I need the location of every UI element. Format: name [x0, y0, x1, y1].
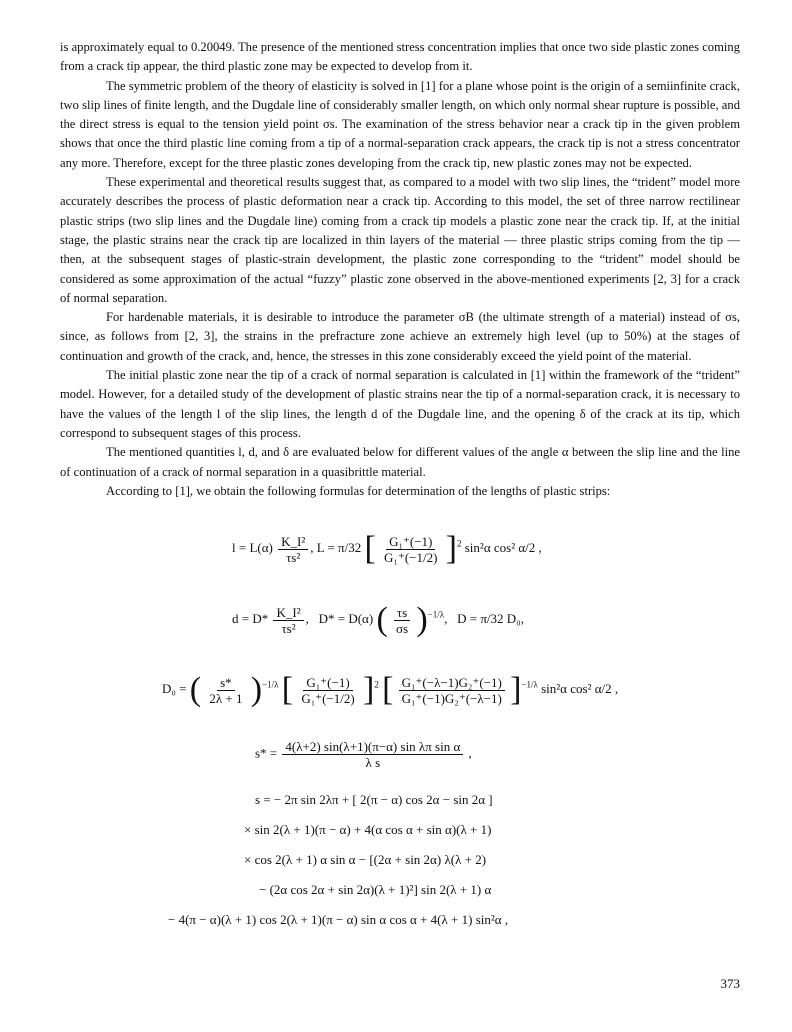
page-number: 373 — [720, 976, 740, 991]
equation-s-line2: × sin 2(λ + 1)(π − α) + 4(α cos α + sin α)(λ + 1) — [244, 822, 492, 837]
equation-d0: D₀ = ( $\frac{s*}{2\lambda + 1}$ )$^{-1/\lambda}$ [ $\frac{\text{G₁⁺(−1)}}{\text{G₁⁺(−1/2)}}$ ]$^2$ [ $\frac{\text{G₁⁺(−λ−1)G₂⁺(−1)}}{\text{G₁⁺(−1)G₂⁺(−λ−1)}}$ ]$^{-1/\lambda}$ sin²α cos² α/2 , — [162, 671, 619, 708]
equation-length-l: l = L(α) $\frac{\text{K\_I²}}{\text{τs²}}$ , L = π/32 [ $\frac{\text{G₁⁺(−1)}}{\text{G₁⁺(−1/2)}}$ ]$^2$ sin²α cos² α/2 , — [232, 530, 542, 567]
fraction — [298, 675, 357, 706]
bracket: [ — [382, 671, 394, 708]
denominator: 2λ + 1 — [209, 690, 243, 706]
bracket: ) — [250, 671, 263, 708]
equation-length-d: d = D* $\frac{\text{K\_I²}}{\text{τs²}}$ , D* = D(α) ( $\frac{\tau s}{\sigma s}$ )$^{-1/\lambda}$, D = π/32 D₀, — [232, 601, 524, 638]
equation-s-line3: × cos 2(λ + 1) α sin α − [(2α + sin 2α) λ(λ + 2) — [244, 852, 487, 867]
fraction — [282, 739, 463, 770]
bracket: [ — [281, 671, 294, 708]
bracket: ( — [189, 671, 202, 708]
numerator: G₁⁺(−1) — [303, 675, 352, 691]
eq-term: D* = D(α) — [318, 610, 374, 626]
numerator: s* — [217, 675, 235, 691]
eq-term: d = D* — [232, 610, 269, 626]
equation-s-star — [255, 739, 472, 770]
numerator: τs — [394, 605, 410, 621]
paragraph: The symmetric problem of the theory of elasticity is solved in [1] for a plane whose point is the origin of a semiinfinite crack, two slip lines of finite length, and the Dugdale line of considerably smaller length, on which only normal shear rupture is possible, and the direct stress is equal to the tension yield point σs. The examination of the stress behavior near a crack tip in the given problem shows that once the third plastic line coming from a tip of a normal-separation crack appears, the crack tip is not a stress concentrator any more. Therefore, except for the three plastic zones developing from the crack tip, new plastic zones may not be expected. — [60, 78, 740, 170]
fraction — [381, 534, 440, 565]
bracket: ] — [510, 671, 522, 708]
fraction — [206, 675, 245, 706]
denominator: τs² — [286, 549, 301, 565]
eq-term: sin²α cos² α/2 , — [541, 680, 619, 696]
paragraph: The mentioned quantities l, d, and δ are evaluated below for different values of the angle α between the slip line and the line of continuation of a crack of normal separation in a quasibrittle material. — [60, 445, 740, 479]
eq-term: s* = — [255, 745, 278, 761]
numerator: 4(λ+2) sin(λ+1)(π−α) sin λπ sin α — [282, 739, 463, 755]
bracket: ] — [362, 671, 375, 708]
eq-term: D = π/32 D₀, — [457, 610, 524, 626]
exponent: −1/λ — [262, 679, 279, 690]
fraction — [278, 534, 308, 565]
denominator: σs — [396, 620, 409, 636]
eq-term: l = L(α) — [232, 539, 273, 555]
numerator: G₁⁺(−λ−1)G₂⁺(−1) — [399, 675, 505, 691]
denominator: λ s — [365, 755, 381, 770]
equation-s-line4: − (2α cos 2α + sin 2α)(λ + 1)²] sin 2(λ + 1) α — [259, 882, 492, 897]
eq-term: L = π/32 — [316, 539, 362, 555]
paragraph: These experimental and theoretical results suggest that, as compared to a model with two slip lines, the “trident” model more accurately describes the process of plastic deformation near a crack tip. According to this model, the set of three narrow rectilinear plastic strips (two slip lines and the Dugdale line) coming from a crack tip models a plastic zone near the crack tip. If, at the initial stage, the plastic strains near the crack tip are localized in thin layers of the material — three plastic strips coming from the tip — then, at the subsequent stages of plastic-strain development, the plastic zone corresponding to the “trident” model should be considered as some approximation of the actual “fuzzy” plastic zone observed in the above-mentioned experiments [2, 3] for a crack of normal separation. — [60, 175, 740, 305]
paragraph: According to [1], we obtain the following formulas for determination of the lengths of plastic strips: — [106, 483, 611, 498]
fraction — [273, 605, 303, 636]
eq-term: , — [468, 745, 472, 761]
eq-term: D₀ = — [162, 680, 187, 696]
eq-term: sin²α cos² α/2 , — [464, 539, 542, 555]
equation-s-line1: s = − 2π sin 2λπ + [ 2(π − α) cos 2α − sin 2α ] — [255, 792, 493, 807]
bracket: ( — [376, 601, 388, 638]
denominator: G₁⁺(−1/2) — [384, 549, 438, 565]
exponent: −1/λ — [521, 679, 538, 690]
denominator: G₁⁺(−1)G₂⁺(−λ−1) — [401, 690, 502, 706]
paragraph: For hardenable materials, it is desirable to introduce the parameter σB (the ultimate strength of a material) instead of σs, since, as follows from [2, 3], the strains in the prefracture zone achieve an extremely high level (up to 50%) at the stages of continuation and growth of the crack, and, hence, the stresses in this zone considerably exceed the yield point of the material. — [60, 310, 740, 363]
body-text — [60, 38, 740, 501]
numerator: G₁⁺(−1) — [386, 534, 435, 550]
paragraph: is approximately equal to 0.20049. The presence of the mentioned stress concentration implies that once two side plastic zones coming from a crack tip appear, the third plastic zone may be expected to develop from it. — [60, 40, 740, 74]
fraction — [393, 605, 411, 636]
numerator: K_I² — [273, 605, 303, 621]
denominator: G₁⁺(−1/2) — [301, 690, 355, 706]
equation-s-line5: − 4(π − α)(λ + 1) cos 2(λ + 1)(π − α) sin α cos α + 4(λ + 1) sin²α , — [168, 912, 509, 927]
numerator: K_I² — [278, 534, 308, 550]
bracket: [ — [364, 530, 376, 567]
fraction — [399, 675, 505, 706]
paragraph: The initial plastic zone near the tip of a crack of normal separation is calculated in [1] within the framework of the “trident” model. However, for a detailed study of the development of plastic strains near the tip of a normal-separation crack, it is necessary to have the values of the length l of the slip lines, the length d of the Dugdale line, and the opening δ of the crack at its tip, which correspond to subsequent stages of this process. — [60, 368, 740, 440]
denominator: τs² — [281, 620, 296, 636]
exponent: −1/λ — [427, 609, 445, 620]
bracket: ] — [445, 530, 457, 567]
bracket: ) — [416, 601, 428, 638]
